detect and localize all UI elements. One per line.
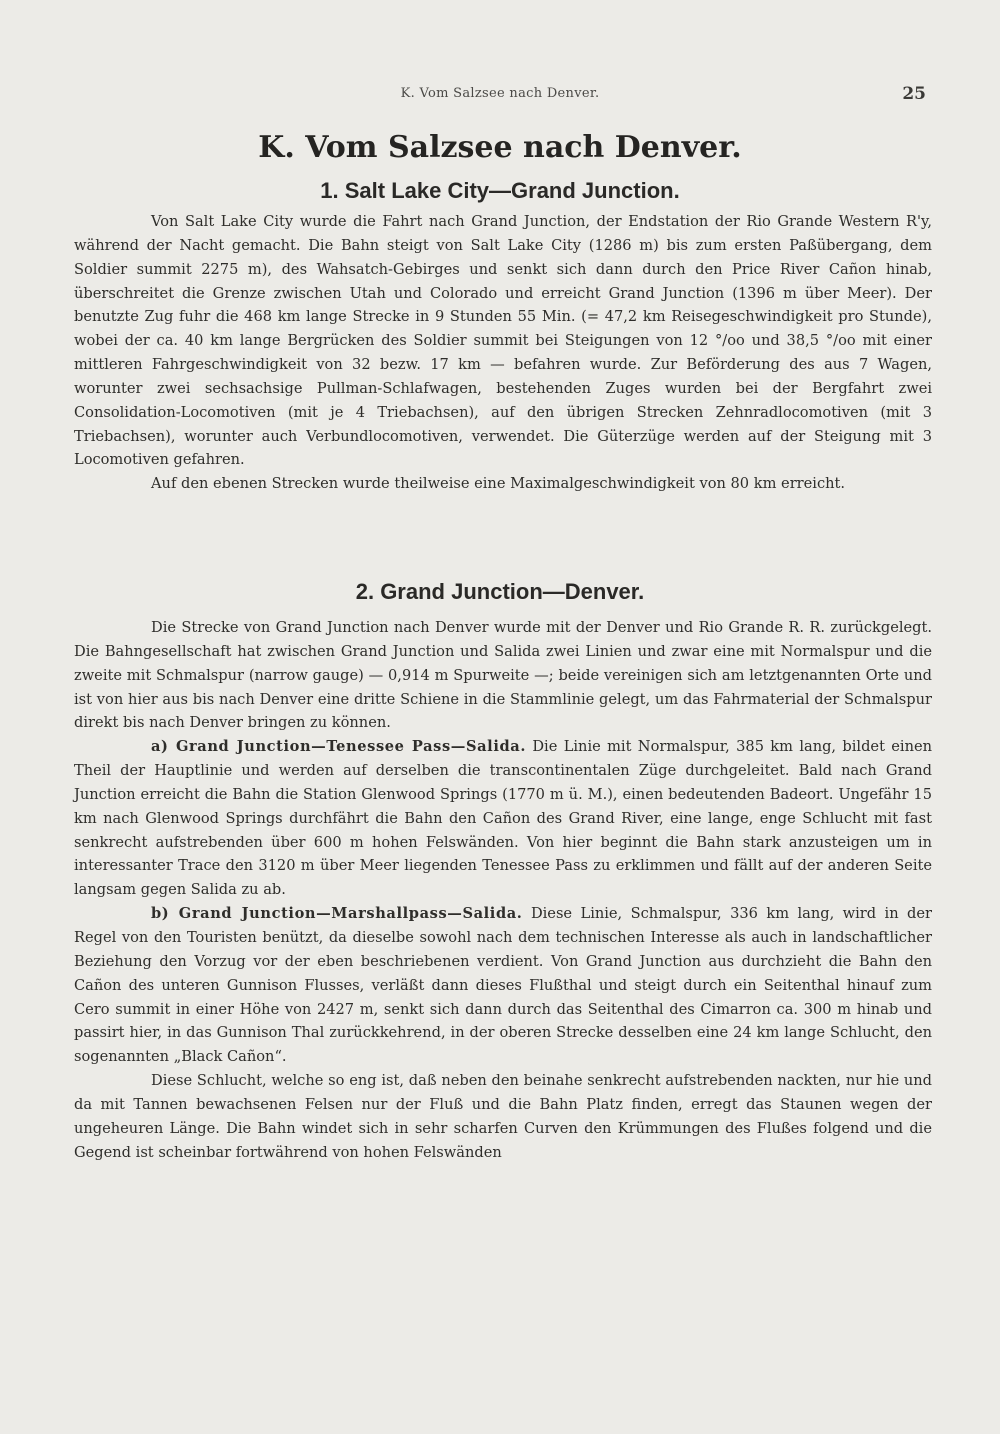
subsection-b [74, 902, 932, 1069]
section-2-body [74, 616, 932, 1164]
paragraph: Diese Schlucht, welche so eng ist, daß neben den beinahe senkrecht aufstrebenden nackten, nur hie und da mit Tannen bewachsenen Felsen nur der Fluß und die Bahn Platz finden, erregt das Staunen wegen der ungeheuren Länge. Die Bahn windet sich in sehr scharfen Curven den Krümmungen des Flußes folgend und die Gegend ist scheinbar fortwährend von hohen Felswänden [74, 1072, 932, 1161]
section-heading-1: 1. Salt Lake City—Grand Junction. [320, 178, 680, 203]
paragraph: Die Strecke von Grand Junction nach Denver wurde mit der Denver und Rio Grande R. R. zurückgelegt. Die Bahngesellschaft hat zwischen Grand Junction und Salida zwei Linien und zwar eine mit Normalspur und die zweite mit Schmalspur (narrow gauge) — 0,914 m Spurweite —; beide vereinigen sich am letztgenannten Orte und ist von hier aus bis nach Denver eine dritte Schiene in die Stammlinie gelegt, um das Fahrmaterial der Schmalspur direkt bis nach Denver bringen zu können. [74, 619, 932, 732]
subsection-a-title: a) Grand Junction—Tenessee Pass—Salida. [151, 738, 527, 756]
running-head: K. Vom Salzsee nach Denver. [400, 86, 600, 101]
paragraph: Von Salt Lake City wurde die Fahrt nach Grand Junction, der Endstation der Rio Grande Western R'y, während der Nacht gemacht. Die Bahn steigt von Salt Lake City (1286 m) bis zum ersten Paßübergang, dem Soldier summit 2275 m), des Wahsatch-Gebirges und senkt sich dann durch den Price River Cañon hinab, überschreitet die Grenze zwischen Utah und Colorado und erreicht Grand Junction (1396 m über Meer). Der benutzte Zug fuhr die 468 km lange Strecke in 9 Stunden 55 Min. (= 47,2 km Reisegeschwindigkeit pro Stunde), wobei der ca. 40 km lange Bergrücken des Soldier summit bei Steigungen von 12 °/oo und 38,5 °/oo mit einer mittleren Fahrgeschwindigkeit von 32 bezw. 17 km — befahren wurde. Zur Beförderung des aus 7 Wagen, worunter zwei sechsachsige Pullman-Schlafwagen, bestehenden Zuges wurden bei der Bergfahrt zwei Consolidation-Locomotiven (mit je 4 Triebachsen), auf den übrigen Strecken Zehnradlocomotiven (mit 3 Triebachsen), worunter auch Verbundlocomotiven, verwendet. Die Güterzüge werden auf der Steigung mit 3 Locomotiven gefahren. [74, 213, 932, 469]
subsection-b-title: b) Grand Junction—Marshallpass—Salida. [151, 905, 523, 923]
chapter-title: K. Vom Salzsee nach Denver. [258, 130, 742, 165]
section-heading-2: 2. Grand Junction—Denver. [355, 579, 645, 604]
paragraph: Auf den ebenen Strecken wurde theilweise eine Maximalgeschwindigkeit von 80 km erreicht. [151, 475, 846, 493]
subsection-a-text: Die Linie mit Normalspur, 385 km lang, bildet einen Theil der Hauptlinie und werden auf derselben die transcontinentalen Züge durchgeleitet. Bald nach Grand Junction erreicht die Bahn die Station Glenwood Springs (1770 m ü. M.), einen bedeutenden Badeort. Ungefähr 15 km nach Glenwood Springs durchfährt die Bahn den Cañon des Grand River, eine lange, enge Schlucht mit fast senkrecht aufstrebenden über 600 m hohen Felswänden. Von hier beginnt die Bahn stark anzusteigen um in interessanter Trace den 3120 m über Meer liegenden Tenessee Pass zu erklimmen und fällt auf der anderen Seite langsam gegen Salida zu ab. [74, 738, 933, 899]
subsection-b-text: Diese Linie, Schmalspur, 336 km lang, wird in der Regel von den Touristen benützt, da dieselbe sowohl nach dem technischen Interesse als auch in landschaftlicher Beziehung den Vorzug vor der eben beschriebenen verdient. Von Grand Junction aus durchzieht die Bahn den Cañon des unteren Gunnison Flusses, verläßt dann dieses Flußthal und steigt durch ein Seitenthal hinauf zum Cero summit in einer Höhe von 2427 m, senkt sich dann durch das Seitenthal des Cimarron ca. 300 m hinab und passirt hier, in das Gunnison Thal zurückkehrend, in der oberen Strecke desselben eine 24 km lange Schlucht, den sogenannten „Black Cañon“. [74, 905, 932, 1066]
page-number: 25 [902, 84, 926, 104]
section-1-body [74, 210, 932, 496]
subsection-a [74, 735, 932, 902]
